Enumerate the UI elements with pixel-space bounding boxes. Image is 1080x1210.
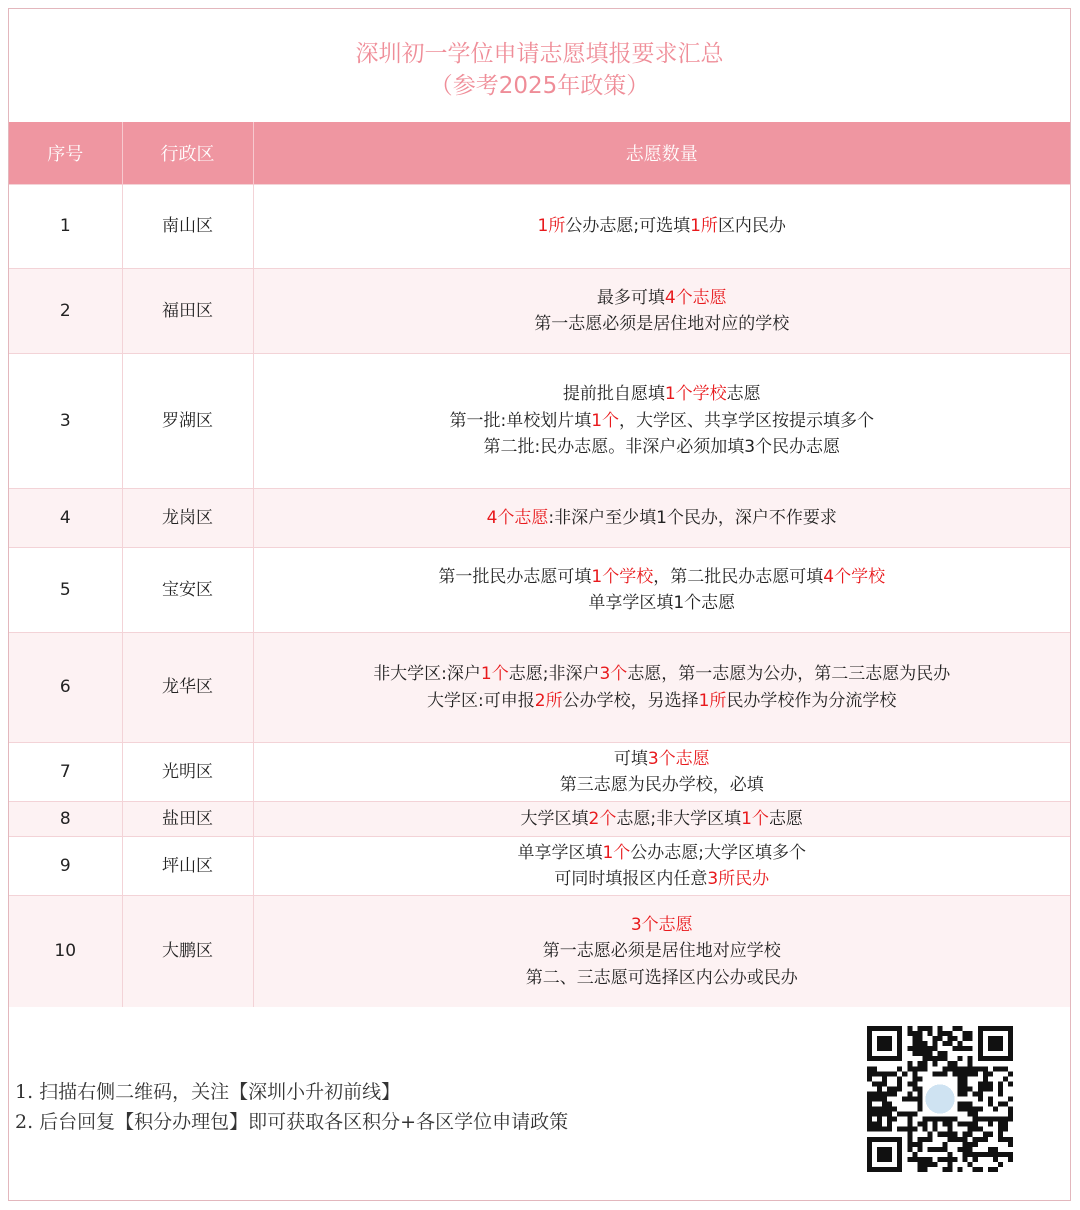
table-row	[9, 802, 1070, 837]
header-index: 序号	[9, 122, 122, 185]
row-index: 1	[9, 185, 122, 269]
choice-line	[258, 381, 1067, 408]
row-index: 9	[9, 837, 122, 896]
row-choices	[253, 548, 1070, 633]
table-row	[9, 837, 1070, 896]
qr-code-icon[interactable]	[867, 1026, 1013, 1172]
page-subtitle: （参考2025年政策）	[429, 73, 650, 99]
choice-text: 可同时填报区内任意	[554, 869, 708, 889]
choice-text: 大学区:可申报	[427, 690, 535, 711]
highlight-text: 1个	[480, 664, 509, 684]
choice-line	[258, 806, 1067, 833]
choice-text: 单享学区填1个志愿	[588, 593, 736, 613]
choice-text: 第一批:单校划片填	[449, 410, 592, 431]
summary-sheet	[8, 8, 1071, 1201]
highlight-text: 1所	[690, 216, 718, 237]
highlight-text: 1所	[698, 690, 727, 711]
row-choices	[253, 354, 1070, 489]
choice-text: 可填	[613, 748, 648, 769]
highlight-text: 1个	[602, 842, 631, 863]
choice-text: 志愿;非大学区填	[616, 808, 742, 829]
footer-line-2: 2. 后台回复【积分办理包】即可获取各区积分+各区学位申请政策	[15, 1111, 569, 1133]
choice-text: :非深户至少填1个民办，深户不作要求	[548, 507, 837, 528]
title-area	[9, 9, 1070, 121]
highlight-text: 3个	[599, 664, 628, 684]
choice-line	[258, 285, 1067, 312]
choice-text: 志愿，第一志愿为公办，第二三志愿为民办	[627, 664, 951, 684]
choice-line	[258, 661, 1067, 688]
choice-line	[258, 866, 1067, 893]
row-district: 光明区	[122, 743, 253, 802]
row-index: 4	[9, 489, 122, 548]
choice-text: 第一志愿必须是居住地对应学校	[542, 941, 781, 961]
choice-text: 志愿	[768, 808, 803, 829]
choice-text: 第一批民办志愿可填	[438, 566, 592, 587]
table-row	[9, 354, 1070, 489]
row-district: 盐田区	[122, 802, 253, 837]
choice-text: 第二、三志愿可选择区内公办或民办	[525, 967, 798, 988]
requirements-table	[9, 122, 1070, 1007]
highlight-text: 1个	[591, 410, 620, 431]
table-row	[9, 548, 1070, 633]
choice-line	[258, 938, 1067, 965]
footer-notes	[15, 1077, 568, 1137]
table-row	[9, 489, 1070, 548]
choice-text: 公办志愿;大学区填多个	[630, 842, 807, 863]
choice-text: 民办学校作为分流学校	[726, 690, 897, 711]
choice-line	[258, 590, 1067, 617]
row-choices	[253, 837, 1070, 896]
row-index: 8	[9, 802, 122, 837]
row-district: 南山区	[122, 185, 253, 269]
row-choices	[253, 743, 1070, 802]
row-district: 福田区	[122, 269, 253, 354]
row-index: 5	[9, 548, 122, 633]
highlight-text: 1个	[741, 808, 769, 829]
choice-line	[258, 408, 1067, 435]
row-district: 龙岗区	[122, 489, 253, 548]
highlight-text: 4个志愿	[486, 507, 549, 528]
table-header-row	[9, 122, 1070, 185]
row-choices	[253, 489, 1070, 548]
choice-line	[258, 912, 1067, 939]
table-row	[9, 185, 1070, 269]
choice-line	[258, 840, 1067, 867]
choice-line	[258, 213, 1067, 240]
choice-text: 区内民办	[717, 216, 786, 237]
highlight-text: 1个学校	[664, 384, 727, 405]
highlight-text: 1所	[537, 216, 566, 237]
choice-text: 最多可填	[596, 287, 665, 308]
row-choices	[253, 802, 1070, 837]
table-row	[9, 269, 1070, 354]
row-choices	[253, 633, 1070, 743]
choice-text: 志愿	[726, 384, 761, 405]
choice-line	[258, 746, 1067, 773]
row-index: 2	[9, 269, 122, 354]
choice-line	[258, 688, 1067, 715]
highlight-text: 3所民办	[707, 869, 770, 889]
highlight-text: 2所	[534, 690, 563, 711]
choice-text: ，第二批民办志愿可填	[653, 566, 824, 587]
row-district: 罗湖区	[122, 354, 253, 489]
choice-line	[258, 505, 1067, 532]
row-district: 坪山区	[122, 837, 253, 896]
choice-text: 第一志愿必须是居住地对应的学校	[534, 314, 790, 334]
highlight-text: 2个	[588, 808, 617, 829]
row-choices	[253, 185, 1070, 269]
header-choices: 志愿数量	[253, 122, 1070, 185]
row-choices	[253, 269, 1070, 354]
row-district: 龙华区	[122, 633, 253, 743]
table-row	[9, 896, 1070, 1007]
footer-line-1: 1. 扫描右侧二维码，关注【深圳小升初前线】	[15, 1081, 401, 1103]
choice-text: 提前批自愿填	[562, 384, 665, 405]
highlight-text: 4个志愿	[664, 287, 727, 308]
highlight-text: 3个志愿	[647, 748, 710, 769]
choice-text: 公办志愿;可选填	[565, 216, 691, 237]
row-index: 10	[9, 896, 122, 1007]
choice-text: 第二批:民办志愿。非深户必须加填3个民办志愿	[483, 437, 841, 458]
choice-text: 志愿;非深户	[508, 664, 600, 684]
row-index: 3	[9, 354, 122, 489]
choice-line	[258, 564, 1067, 591]
page-title: 深圳初一学位申请志愿填报要求汇总	[355, 41, 724, 67]
choice-text: 公办学校，另选择	[562, 690, 699, 711]
choice-text: ，大学区、共享学区按提示填多个	[619, 410, 875, 431]
choice-text: 非大学区:深户	[373, 664, 481, 684]
row-index: 7	[9, 743, 122, 802]
highlight-text: 3个志愿	[630, 914, 693, 935]
table-row	[9, 743, 1070, 802]
choice-text: 第三志愿为民办学校，必填	[559, 775, 764, 795]
row-index: 6	[9, 633, 122, 743]
highlight-text: 1个学校	[591, 566, 654, 587]
choice-line	[258, 311, 1067, 338]
row-choices	[253, 896, 1070, 1007]
table-row	[9, 633, 1070, 743]
choice-line	[258, 772, 1067, 799]
choice-line	[258, 965, 1067, 992]
choice-line	[258, 434, 1067, 461]
header-district: 行政区	[122, 122, 253, 185]
choice-text: 大学区填	[520, 808, 589, 829]
row-district: 大鹏区	[122, 896, 253, 1007]
row-district: 宝安区	[122, 548, 253, 633]
highlight-text: 4个学校	[823, 566, 886, 587]
choice-text: 单享学区填	[517, 842, 603, 863]
